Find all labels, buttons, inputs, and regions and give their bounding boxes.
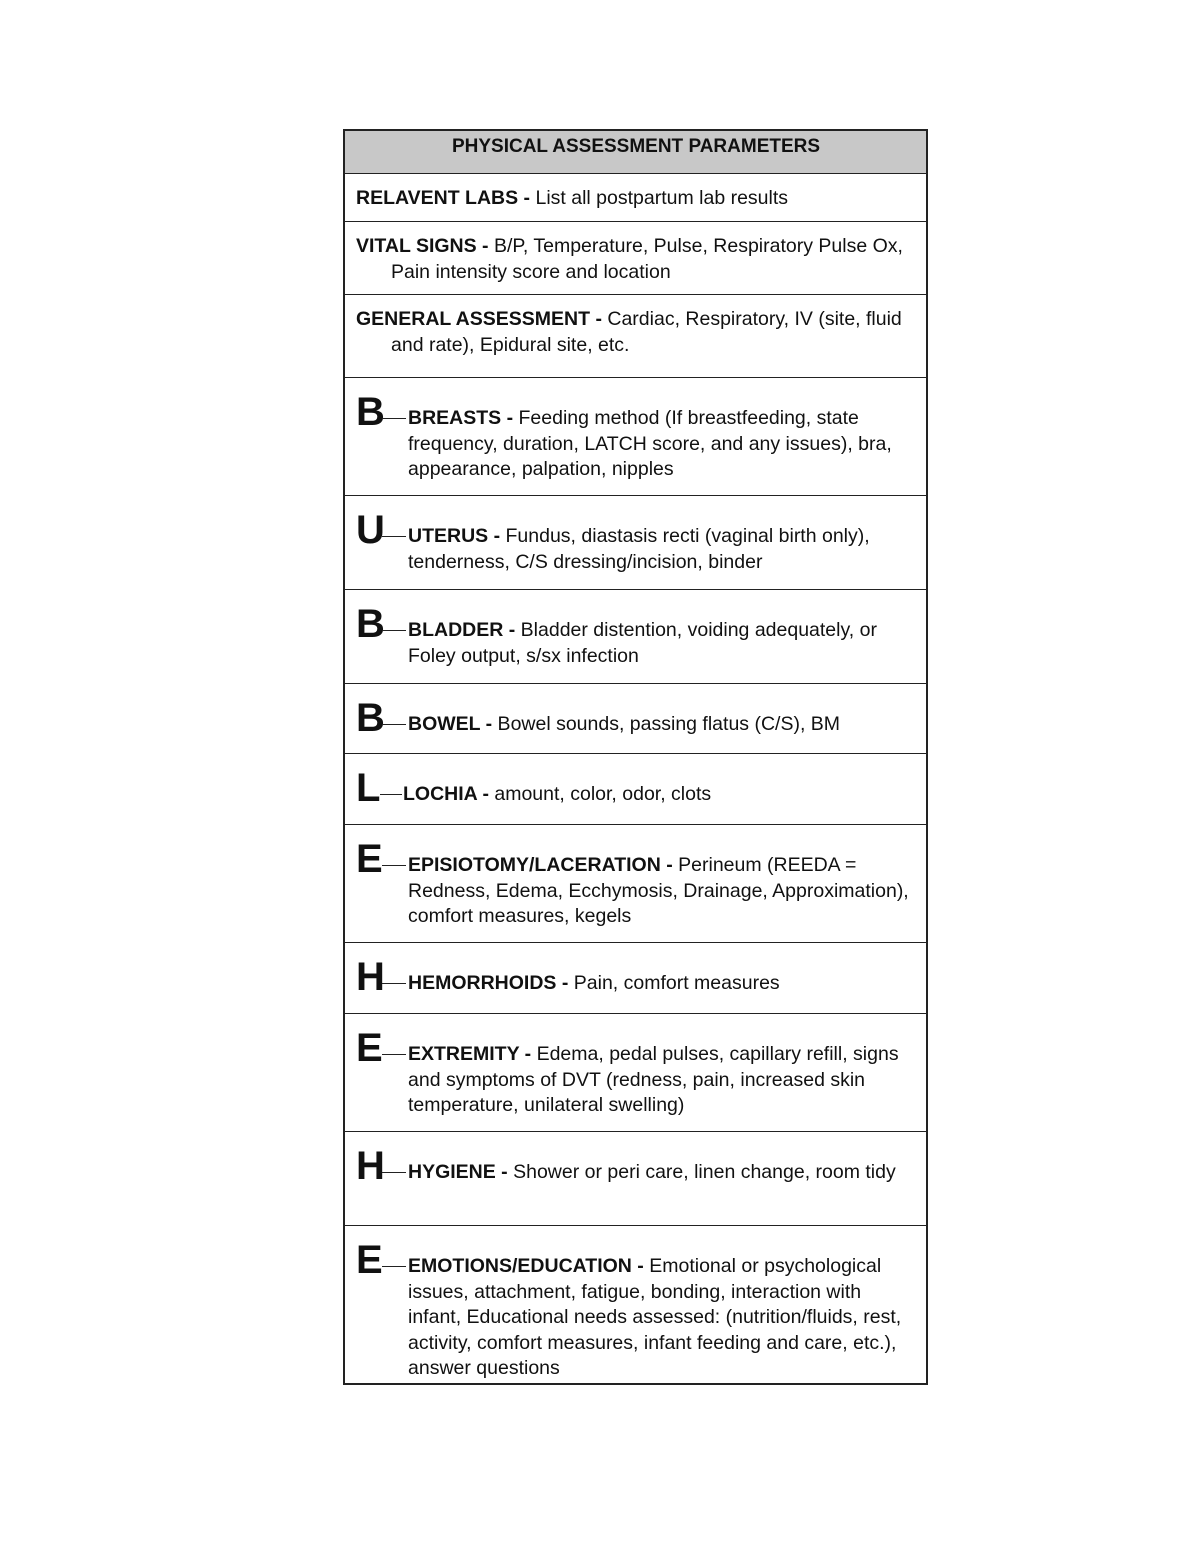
dash-divider [382, 865, 406, 866]
relevant-labs-row [345, 173, 926, 221]
vital-signs-row [345, 221, 926, 294]
row-label: HEMORRHOIDS - [408, 972, 569, 994]
table-title: PHYSICAL ASSESSMENT PARAMETERS [345, 131, 926, 173]
row-text: B/P, Temperature, Pulse, Respiratory Pulse Ox, Pain intensity score and location [391, 235, 903, 283]
row-text: amount, color, odor, clots [488, 783, 712, 805]
row-label: LOCHIA - [403, 783, 489, 805]
mnemonic-letter: E [356, 1238, 383, 1282]
bladder-row [345, 589, 926, 683]
row-text: List all postpartum lab results [530, 187, 789, 209]
mnemonic-letter: B [356, 390, 385, 434]
row-label: BREASTS - [408, 407, 514, 429]
row-label: BLADDER - [408, 619, 516, 641]
mnemonic-letter: H [356, 1144, 385, 1188]
row-text: Feeding method (If breastfeeding, state frequency, duration, LATCH score, and any issues), bra, appearance, palpation, nipples [408, 407, 892, 480]
row-label: BOWEL - [408, 713, 493, 735]
dash-divider [382, 536, 406, 537]
mnemonic-letter: E [356, 837, 383, 881]
dash-divider [382, 418, 406, 419]
mnemonic-letter: U [356, 508, 385, 552]
row-label: EMOTIONS/EDUCATION - [408, 1255, 644, 1277]
dash-divider [382, 983, 406, 984]
row-label: UTERUS - [408, 525, 501, 547]
hemorrhoids-row [345, 942, 926, 1013]
row-text: Cardiac, Respiratory, IV (site, fluid and rate), Epidural site, etc. [391, 308, 902, 356]
row-label: GENERAL ASSESSMENT - [356, 308, 602, 330]
row-label: HYGIENE - [408, 1161, 508, 1183]
emotions-education-row [345, 1225, 926, 1383]
row-text: Emotional or psychological issues, attachment, fatigue, bonding, interaction with infant, Educational needs assessed: (nutrition/fluids, rest, activity, comfort measures, infant feeding and care, etc.), answer questions [408, 1255, 902, 1379]
mnemonic-letter: H [356, 955, 385, 999]
row-text: Bowel sounds, passing flatus (C/S), BM [492, 713, 841, 735]
dash-divider [382, 1054, 406, 1055]
episiotomy-row [345, 824, 926, 942]
row-label: EPISIOTOMY/LACERATION - [408, 854, 673, 876]
row-text: Fundus, diastasis recti (vaginal birth only), tenderness, C/S dressing/incision, binder [408, 525, 870, 573]
mnemonic-letter: B [356, 602, 385, 646]
general-assessment-row [345, 294, 926, 377]
dash-divider [382, 630, 406, 631]
assessment-table [343, 129, 928, 1385]
dash-divider [382, 1266, 406, 1267]
lochia-row [345, 753, 926, 824]
row-text: Perineum (REEDA = Redness, Edema, Ecchymosis, Drainage, Approximation), comfort measures, kegels [408, 854, 909, 927]
mnemonic-letter: E [356, 1026, 383, 1070]
breasts-row [345, 377, 926, 495]
dash-divider [380, 794, 402, 795]
extremity-row [345, 1013, 926, 1131]
row-text: Edema, pedal pulses, capillary refill, signs and symptoms of DVT (redness, pain, increased skin temperature, unilateral swelling) [408, 1043, 899, 1116]
hygiene-row [345, 1131, 926, 1225]
uterus-row [345, 495, 926, 589]
row-text: Shower or peri care, linen change, room tidy [507, 1161, 896, 1183]
row-label: RELAVENT LABS - [356, 187, 531, 209]
row-label: EXTREMITY - [408, 1043, 532, 1065]
dash-divider [382, 724, 406, 725]
bowel-row [345, 683, 926, 753]
row-text: Bladder distention, voiding adequately, or Foley output, s/sx infection [408, 619, 877, 667]
mnemonic-letter: B [356, 696, 385, 740]
row-text: Pain, comfort measures [568, 972, 780, 994]
mnemonic-letter: L [356, 766, 381, 810]
row-label: VITAL SIGNS - [356, 235, 489, 257]
dash-divider [382, 1172, 406, 1173]
